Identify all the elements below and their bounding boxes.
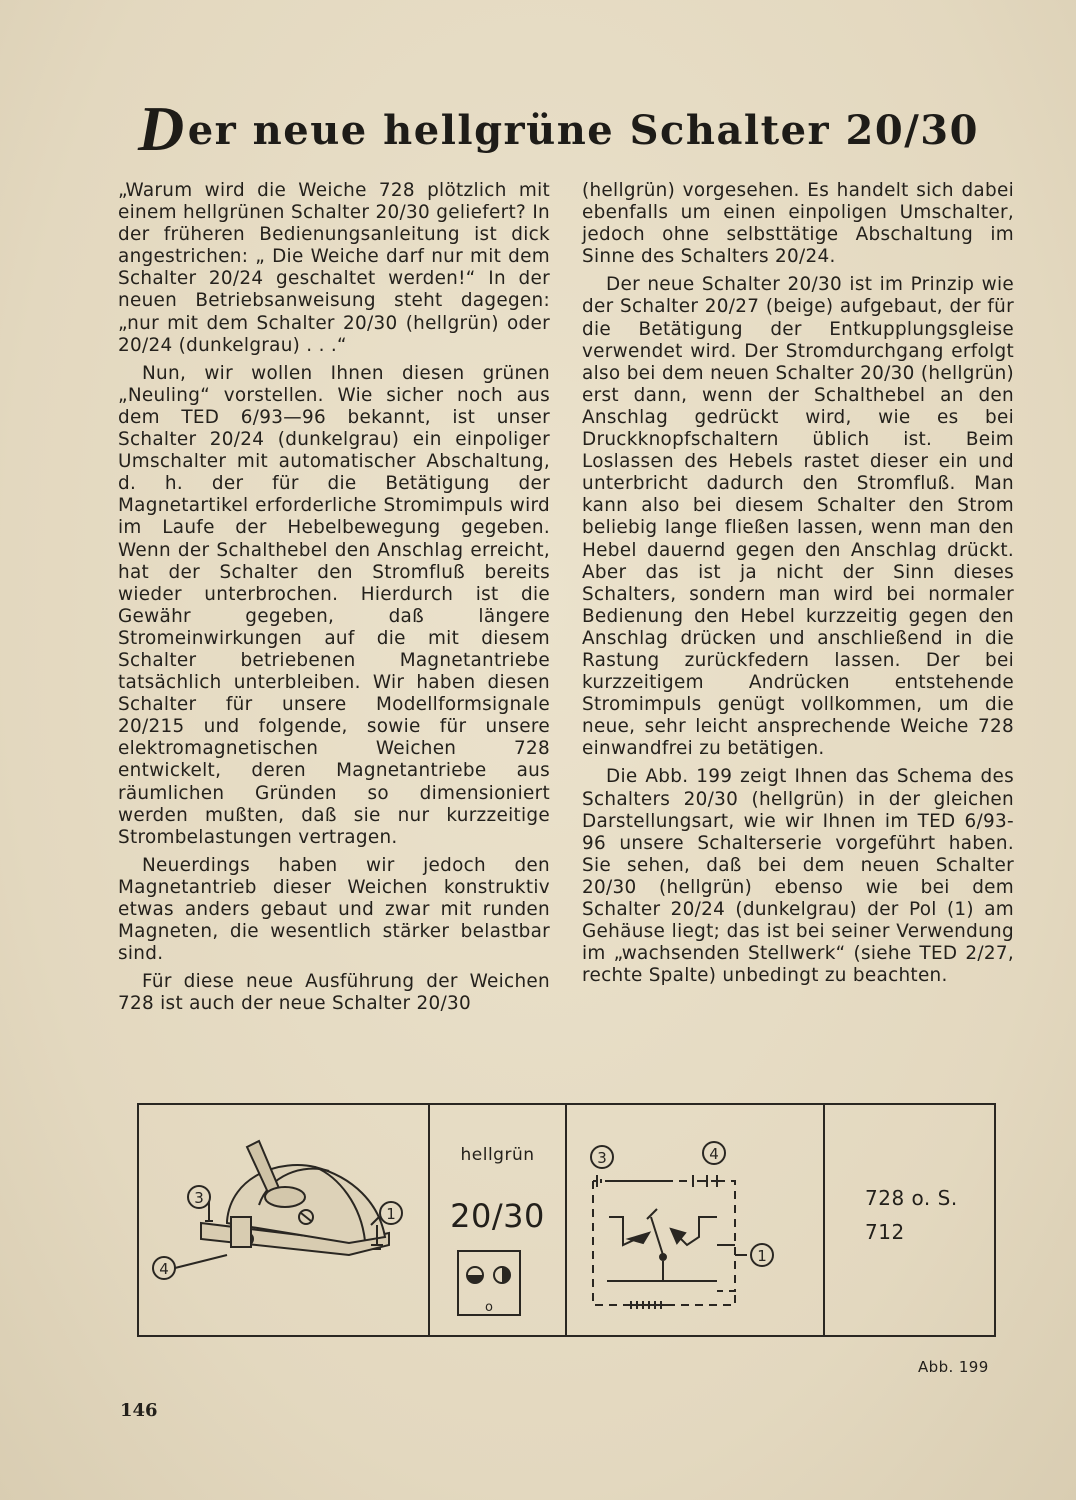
title-initial: D — [138, 93, 186, 164]
right-column — [582, 180, 1014, 993]
figure-caption: Abb. 199 — [918, 1358, 989, 1376]
switch-id-cell — [430, 1105, 567, 1335]
page-number: 146 — [120, 1400, 158, 1421]
type-line: 712 — [865, 1220, 905, 1244]
left-column — [118, 180, 550, 1021]
paragraph: (hellgrün) vorgesehen. Es handelt sich dabei ebenfalls um einen einpoligen Umschalter, jedoch ohne selbsttätige Abschaltung im Sinne des Schalters 20/24. — [582, 180, 1014, 268]
title-rest: er neue hellgrüne Schalter 20/30 — [187, 107, 979, 154]
figure-table — [137, 1103, 996, 1337]
paragraph: Die Abb. 199 zeigt Ihnen das Schema des Schalters 20/30 (hellgrün) in der gleichen Darstellungsart, wie wir Ihnen im TED 6/93-96 unsere Schalterserie vorgeführt haben. Sie sehen, daß bei dem neuen Schalter 20/30 (hellgrün) ebenso wie bei dem Schalter 20/24 (dunkelgrau) der Pol (1) am Gehäuse liegt; das ist bei seiner Verwendung im „wachsenden Stellwerk“ (siehe TED 2/27, rechte Spalte) unbedingt zu beachten. — [582, 766, 1014, 987]
switch-drawing-cell — [139, 1105, 430, 1335]
color-name: hellgrün — [460, 1145, 535, 1165]
schematic-label-4: 4 — [709, 1145, 719, 1163]
schematic-label-1: 1 — [757, 1247, 767, 1265]
switch-number: 20/30 — [450, 1197, 545, 1235]
type-line: 728 o. S. — [865, 1186, 958, 1210]
paragraph: „Warum wird die Weiche 728 plötzlich mit einem hellgrünen Schalter 20/30 geliefert? In der früheren Bedienungsanleitung ist dick angestrichen: „ Die Weiche darf nur mit dem Schalter 20/24 geschaltet werden!“ In der neuen Betriebsanweisung steht dagegen: „nur mit dem Schalter 20/30 (hellgrün) oder 20/24 (dunkelgrau) . . .“ — [118, 180, 550, 356]
circuit-schematic — [567, 1105, 823, 1335]
paragraph: Der neue Schalter 20/30 ist im Prinzip wie der Schalter 20/27 (beige) aufgebaut, der für die Betätigung der Entkupplungsgleise verwendet wird. Der Stromdurchgang erfolgt also bei dem neuen Schalter 20/30 (hellgrün) erst dann, wenn der Schalthebel an den Anschlag gedrückt wird, wie es bei Druckknopfschaltern üblich ist. Beim Loslassen des Hebels rastet dieser ein und unterbricht dadurch den Stromfluß. Man kann also bei diesem Schalter den Strom beliebig lange fließen lassen, wenn man den Hebel dauernd gegen den Anschlag drückt. Aber das ist ja nicht der Sinn dieses Schalters, sondern man wird bei normaler Bedienung den Hebel kurzzeitig gegen den Anschlag drücken und anschließend in die Rastung zurückfedern lassen. Der bei kurzzeitigem Andrücken entstehende Stromimpuls genügt vollkommen, um die neue, sehr leicht ansprechende Weiche 728 einwandfrei zu betätigen. — [582, 274, 1014, 760]
paragraph: Für diese neue Ausführung der Weichen 728 ist auch der neue Schalter 20/30 — [118, 971, 550, 1015]
panel-o-label: o — [485, 1300, 493, 1315]
paragraph: Neuerdings haben wir jedoch den Magnetantrieb dieser Weichen konstruktiv etwas anders gebaut und zwar mit runden Magneten, die wesentlich stärker belastbar sind. — [118, 854, 550, 965]
schematic-cell — [567, 1105, 825, 1335]
paragraph: Nun, wir wollen Ihnen diesen grünen „Neuling“ vorstellen. Wie sicher noch aus dem TED 6/93—96 bekannt, ist unser Schalter 20/24 (dunkelgrau) ein einpoliger Umschalter mit automatischer Abschaltung, d. h. der für die Betätigung der Magnetartikel erforderliche Stromimpuls wird im Laufe der Hebelbewegung gegeben. Wenn der Schalthebel den Anschlag erreicht, hat der Schalter den Stromfluß bereits wieder unterbrochen. Hierdurch ist die Gewähr gegeben, daß längere Stromeinwirkungen auf die mit diesem Schalter betriebenen Magnetantriebe tatsächlich unterbleiben. Wir haben diesen Schalter für unsere Modellformsignale 20/215 und folgende, sowie für unsere elektromagnetischen Weichen 728 entwickelt, deren Magnetantriebe aus räumlichen Gründen so dimensioniert werden mußten, daß sie nur kurzzeitige Strombelastungen vertragen. — [118, 362, 550, 848]
switch-label-4: 4 — [159, 1260, 169, 1278]
article-title — [138, 92, 998, 172]
applicable-types — [865, 1181, 958, 1249]
switch-label-1: 1 — [386, 1205, 396, 1223]
schematic-label-3: 3 — [597, 1149, 607, 1167]
switch-label-3: 3 — [194, 1189, 204, 1207]
applicable-types-cell — [825, 1105, 994, 1335]
panel-symbol — [430, 1105, 565, 1335]
switch-illustration — [139, 1105, 428, 1335]
